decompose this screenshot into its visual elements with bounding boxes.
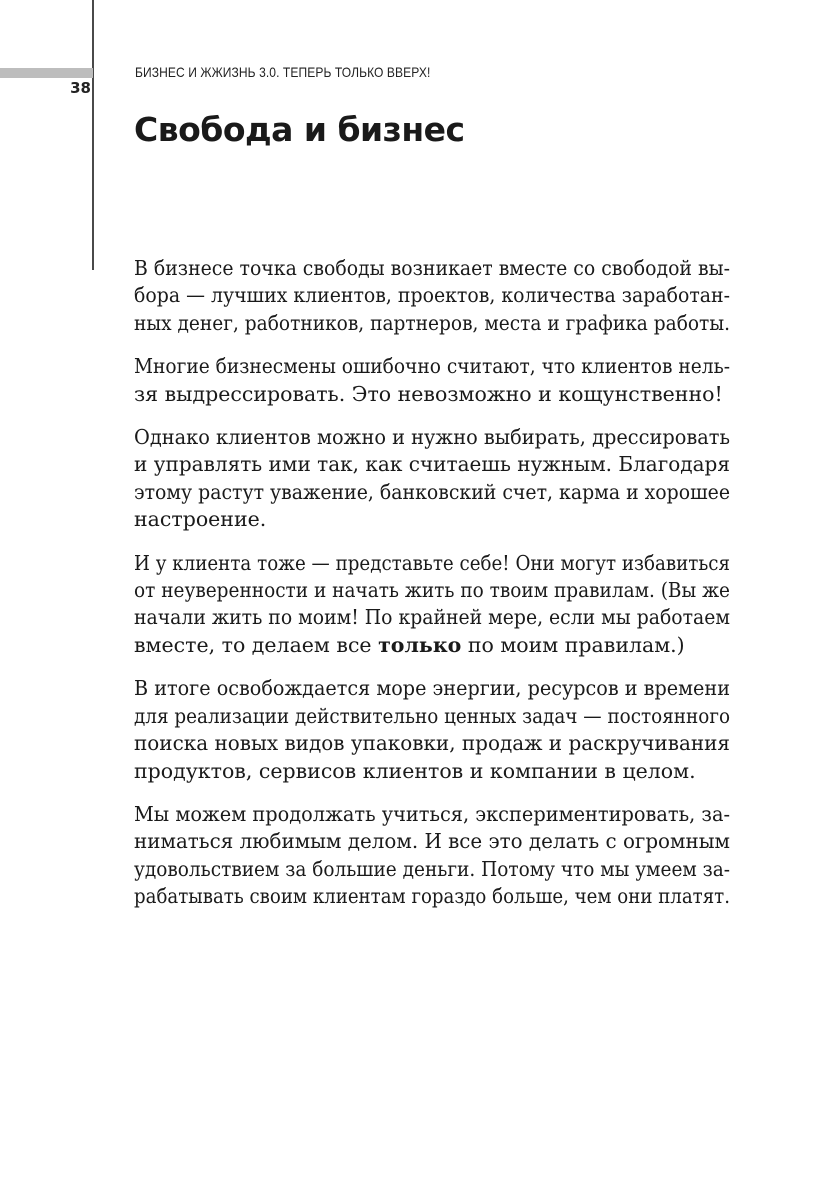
paragraph [134, 550, 730, 660]
bold-emphasis: только [378, 632, 462, 657]
text-line: настроение. [134, 507, 267, 532]
text-line: для реализации действительно ценных задач — постоянного [134, 703, 730, 728]
margin-vertical-rule [92, 0, 94, 270]
text-line: ных денег, работников, партнеров, места и графика работы. [134, 310, 730, 335]
text-line: Однако клиентов можно и нужно выбирать, дрессировать [134, 425, 730, 450]
text-span: по моим правилам.) [461, 632, 685, 657]
running-head: БИЗНЕС И ЖЖИЗНЬ 3.0. ТЕПЕРЬ ТОЛЬКО ВВЕРХ! [135, 64, 431, 80]
text-line: Мы можем продолжать учиться, экспериментировать, за- [134, 801, 730, 826]
page-number-band [0, 68, 93, 78]
paragraph [134, 801, 730, 911]
body-text [134, 255, 730, 911]
chapter-title: Свобода и бизнес [134, 110, 465, 149]
text-line: рабатывать своим клиентам гораздо больше, чем они платят. [134, 884, 730, 909]
text-line: В бизнесе точка свободы возникает вместе со свободой вы- [134, 256, 730, 280]
text-line: от неуверенности и начать жить по твоим правилам. (Вы же [134, 578, 730, 603]
text-line: зя выдрессировать. Это невозможно и кощунственно! [134, 381, 723, 406]
paragraph [134, 255, 730, 337]
paragraph [134, 424, 730, 534]
text-line: бора — лучших клиентов, проектов, количества заработан- [134, 283, 730, 308]
text-span: вместе, то делаем все [134, 632, 379, 657]
text-line: удовольствием за большие деньги. Потому что мы умеем за- [134, 856, 730, 881]
text-line: ниматься любимым делом. И все это делать с огромным [134, 829, 730, 854]
paragraph [134, 353, 730, 408]
text-line: этому растут уважение, банковский счет, карма и хорошее [134, 479, 730, 504]
text-line: начали жить по моим! По крайней мере, если мы работаем [134, 605, 730, 630]
text-line: поиска новых видов упаковки, продаж и раскручивания [134, 731, 730, 756]
page-number: 38 [70, 79, 91, 97]
text-line [134, 632, 730, 659]
text-line: И у клиента тоже — представьте себе! Они могут избавиться [134, 550, 730, 575]
text-line: продуктов, сервисов клиентов и компании в целом. [134, 758, 696, 783]
text-line: и управлять ими так, как считаешь нужным. Благодаря [134, 452, 730, 477]
text-line: В итоге освобождается море энергии, ресурсов и времени [134, 676, 730, 701]
text-line: Многие бизнесмены ошибочно считают, что клиентов нель- [134, 354, 730, 379]
paragraph [134, 675, 730, 785]
